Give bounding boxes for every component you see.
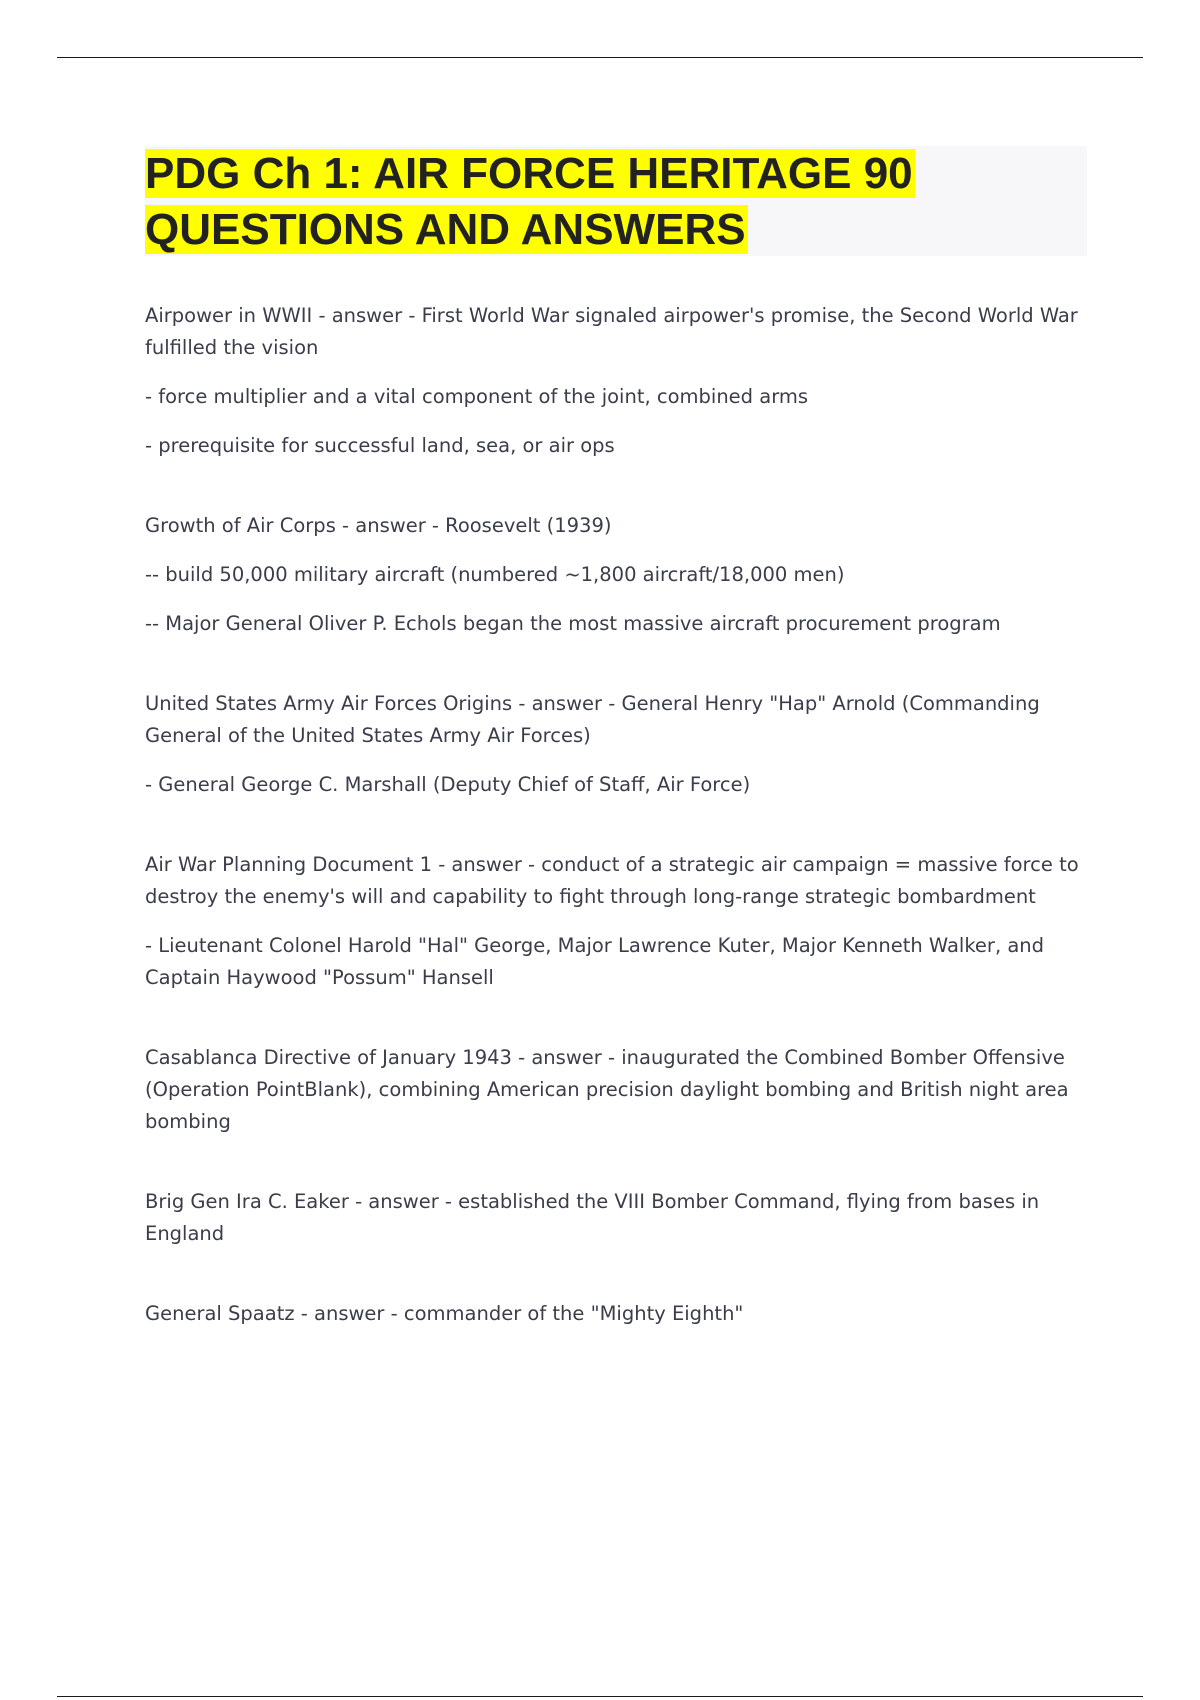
qa-line: General Spaatz - answer - commander of the "Mighty Eighth" [145, 1302, 744, 1325]
qa-line: United States Army Air Forces Origins - answer - General Henry "Hap" Arnold (Commanding General of the United States Army Air Forces) [145, 692, 1040, 747]
top-page-rule [57, 57, 1143, 58]
bottom-page-rule [57, 1696, 1143, 1697]
qa-line: Growth of Air Corps - answer - Roosevelt (1939) [145, 514, 612, 537]
qa-line: Airpower in WWII - answer - First World War signaled airpower's promise, the Second World War fulfilled the vision [145, 304, 1078, 359]
qa-content [145, 300, 1085, 1378]
qa-block-eaker [145, 1186, 1085, 1250]
qa-block-growth-air-corps [145, 510, 1085, 640]
qa-line: - force multiplier and a vital component of the joint, combined arms [145, 385, 809, 408]
qa-line: -- Major General Oliver P. Echols began the most massive aircraft procurement program [145, 612, 1001, 635]
qa-block-usaaf-origins [145, 688, 1085, 801]
qa-line: - Lieutenant Colonel Harold "Hal" George, Major Lawrence Kuter, Major Kenneth Walker, and Captain Haywood "Possum" Hansell [145, 934, 1045, 989]
qa-line: Air War Planning Document 1 - answer - conduct of a strategic air campaign = massive force to destroy the enemy's will and capability to fight through long-range strategic bombardment [145, 853, 1079, 908]
qa-block-spaatz [145, 1298, 1085, 1330]
qa-line: - prerequisite for successful land, sea, or air ops [145, 434, 615, 457]
qa-line: - General George C. Marshall (Deputy Chief of Staff, Air Force) [145, 773, 751, 796]
qa-block-casablanca-directive [145, 1042, 1085, 1138]
page-title [145, 146, 1045, 258]
qa-line: Casablanca Directive of January 1943 - answer - inaugurated the Combined Bomber Offensive (Operation PointBlank), combining American precision daylight bombing and British night area bombing [145, 1046, 1069, 1133]
qa-line: -- build 50,000 military aircraft (numbered ~1,800 aircraft/18,000 men) [145, 563, 845, 586]
qa-line: Brig Gen Ira C. Eaker - answer - established the VIII Bomber Command, flying from bases in England [145, 1190, 1040, 1245]
qa-block-awpd-1 [145, 849, 1085, 994]
title-box [145, 146, 1087, 256]
qa-block-airpower-wwii [145, 300, 1085, 462]
highlighted-title-text: PDG Ch 1: AIR FORCE HERITAGE 90 QUESTIONS AND ANSWERS [145, 149, 913, 254]
